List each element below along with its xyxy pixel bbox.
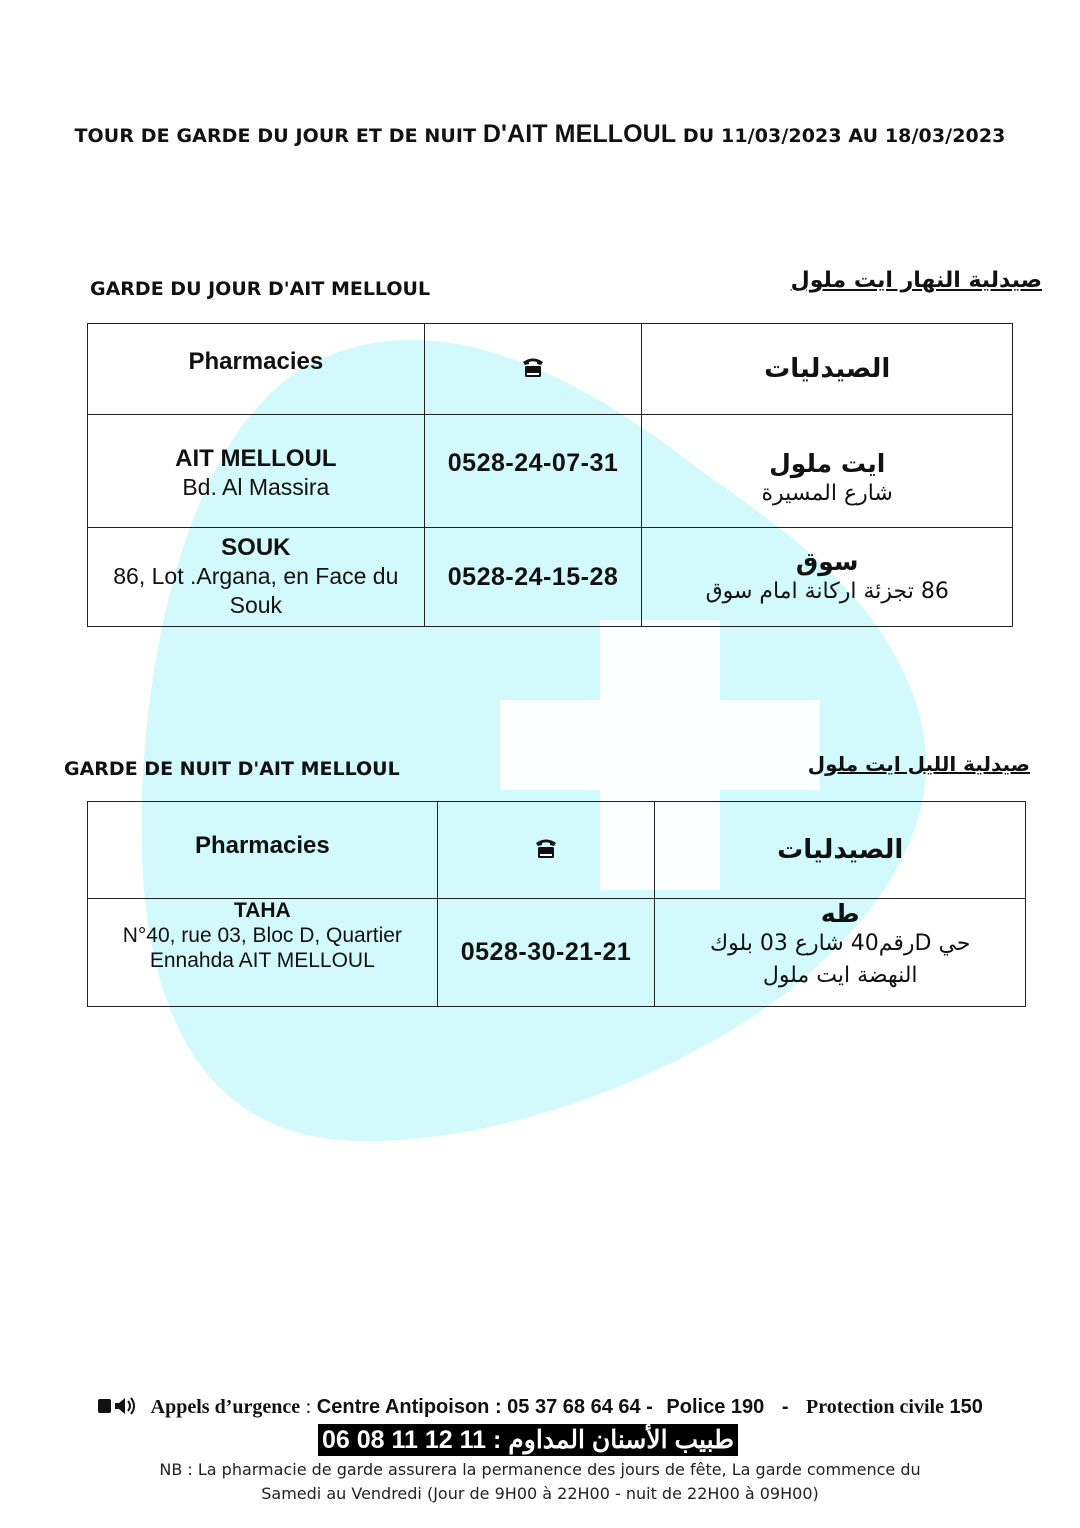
- pharmacy-phone: 0528-30-21-21: [460, 938, 632, 966]
- pharmacy-address-ar: النهضة ايت ملول: [762, 963, 918, 988]
- header-phone: [437, 802, 655, 899]
- title-place: D'AIT MELLOUL: [482, 120, 677, 148]
- night-section-title: GARDE DE NUIT D'AIT MELLOUL: [64, 758, 400, 780]
- pharmacy-cell-ar: [642, 528, 1013, 627]
- phone-cell: [424, 415, 642, 528]
- night-section-title-ar: صيدلية الليل ايت ملول: [807, 752, 1030, 776]
- table-row: [88, 528, 1013, 627]
- pharmacy-name: AIT MELLOUL: [175, 445, 337, 472]
- pharmacy-address-ar: 86 تجزئة اركانة امام سوق: [705, 578, 949, 604]
- table-header-row: [88, 324, 1013, 415]
- pharmacy-cell-ar: [655, 899, 1026, 1007]
- pharmacy-address: N°40, rue 03, Bloc D, Quartier Ennahda AIT MELLOUL: [122, 924, 402, 972]
- antipoison: Centre Antipoison : 05 37 68 64 64 -: [316, 1396, 653, 1418]
- day-pharmacies-table: [87, 323, 1013, 627]
- pharmacy-address-ar: شارع المسيرة: [761, 481, 893, 506]
- civil-protection-label: Protection civile: [806, 1396, 944, 1418]
- pharmacy-name-ar: سوق: [795, 546, 859, 576]
- pharmacy-cell: [88, 415, 425, 528]
- emergency-label: Appels d’urgence: [150, 1396, 301, 1418]
- header-ar: الصيدليات: [655, 802, 1026, 899]
- pharmacy-name-ar: ايت ملول: [769, 449, 886, 478]
- pharmacy-cell: [88, 528, 425, 627]
- pharmacy-name: TAHA: [233, 899, 291, 922]
- nb-note: NB : La pharmacie de garde assurera la permanence des jours de fête, La garde commence du Samedi au Vendredi (Jour de 9H00 à 22H00 - nuit de 22H00 à 09H00): [159, 1460, 921, 1503]
- telephone-icon: [533, 835, 559, 861]
- pharmacy-cell: [88, 899, 438, 1007]
- day-section-title-ar: صيدلية النهار ايت ملول: [790, 268, 1042, 293]
- pharmacy-phone: 0528-24-15-28: [447, 562, 619, 591]
- page-title: TOUR DE GARDE DU JOUR ET DE NUIT D'AIT MELLOUL DU 11/03/2023 AU 18/03/2023: [74, 120, 1006, 148]
- header-pharmacies: Pharmacies: [88, 324, 425, 415]
- table-row: [88, 899, 1026, 1007]
- day-section-title: GARDE DU JOUR D'AIT MELLOUL: [90, 278, 431, 300]
- pharmacy-address: 86, Lot .Argana, en Face du Souk: [113, 563, 399, 618]
- pharmacy-cell-ar: [642, 415, 1013, 528]
- table-row: [88, 415, 1013, 528]
- pharmacy-name: SOUK: [221, 534, 291, 561]
- police: Police 190: [666, 1396, 765, 1418]
- pharmacy-address-ar: حي Dرقم40 شارع 03 بلوك: [709, 931, 971, 956]
- table-header-row: [88, 802, 1026, 899]
- header-ar: الصيدليات: [642, 324, 1013, 415]
- pharmacy-phone: 0528-24-07-31: [447, 449, 619, 477]
- emergency-calls: Appels d’urgence : Centre Antipoison : 05 37 68 64 64 - Police 190 - Protection civile 150: [0, 1396, 1080, 1419]
- phone-cell: [437, 899, 655, 1007]
- phone-speaker-icon: [97, 1396, 139, 1416]
- dentist-on-call-banner: طبيب الأسنان المداوم : 11 12 11 08 06: [318, 1424, 738, 1456]
- night-pharmacies-table: [87, 801, 1026, 1007]
- telephone-icon: [520, 354, 546, 380]
- header-phone: [424, 324, 642, 415]
- pharmacy-address: Bd. Al Massira: [182, 474, 330, 500]
- phone-cell: [424, 528, 642, 627]
- civil-protection-number: 150: [949, 1396, 983, 1418]
- header-pharmacies: Pharmacies: [88, 802, 438, 899]
- pharmacy-name-ar: طه: [820, 899, 860, 928]
